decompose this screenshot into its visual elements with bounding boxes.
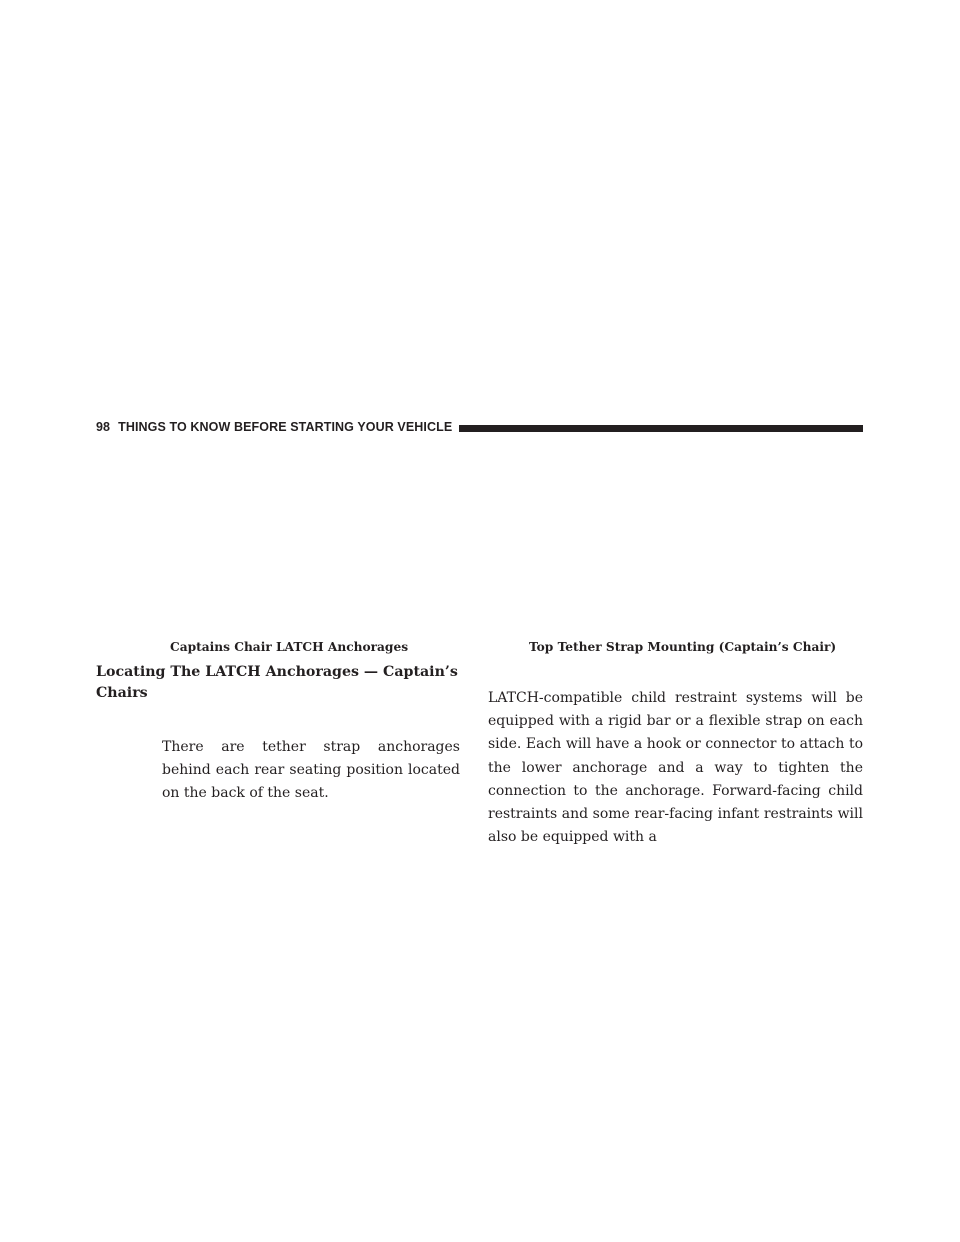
- left-paragraph: There are tether strap anchorages behind each rear seating position located on the back of the seat.: [162, 739, 460, 801]
- section-title: THINGS TO KNOW BEFORE STARTING YOUR VEHICLE: [118, 420, 453, 434]
- figure-caption-left: Captains Chair LATCH Anchorages: [170, 640, 409, 654]
- page-header: [96, 419, 863, 435]
- right-paragraph: LATCH-compatible child restraint systems will be equipped with a rigid bar or a flexible strap on each side. Each will have a hook or connector to attach to the lower anchorage and a way to tighten the connection to the anchorage. Forward-facing child restraints and some rear-facing infant restraints will also be equipped with a: [488, 690, 863, 846]
- section-heading: Locating The LATCH Anchorages — Captain’s Chairs: [96, 664, 458, 701]
- header-rule: [459, 425, 863, 432]
- figure-caption-right: Top Tether Strap Mounting (Captain’s Chair): [529, 640, 837, 654]
- page-number: 98: [96, 420, 111, 434]
